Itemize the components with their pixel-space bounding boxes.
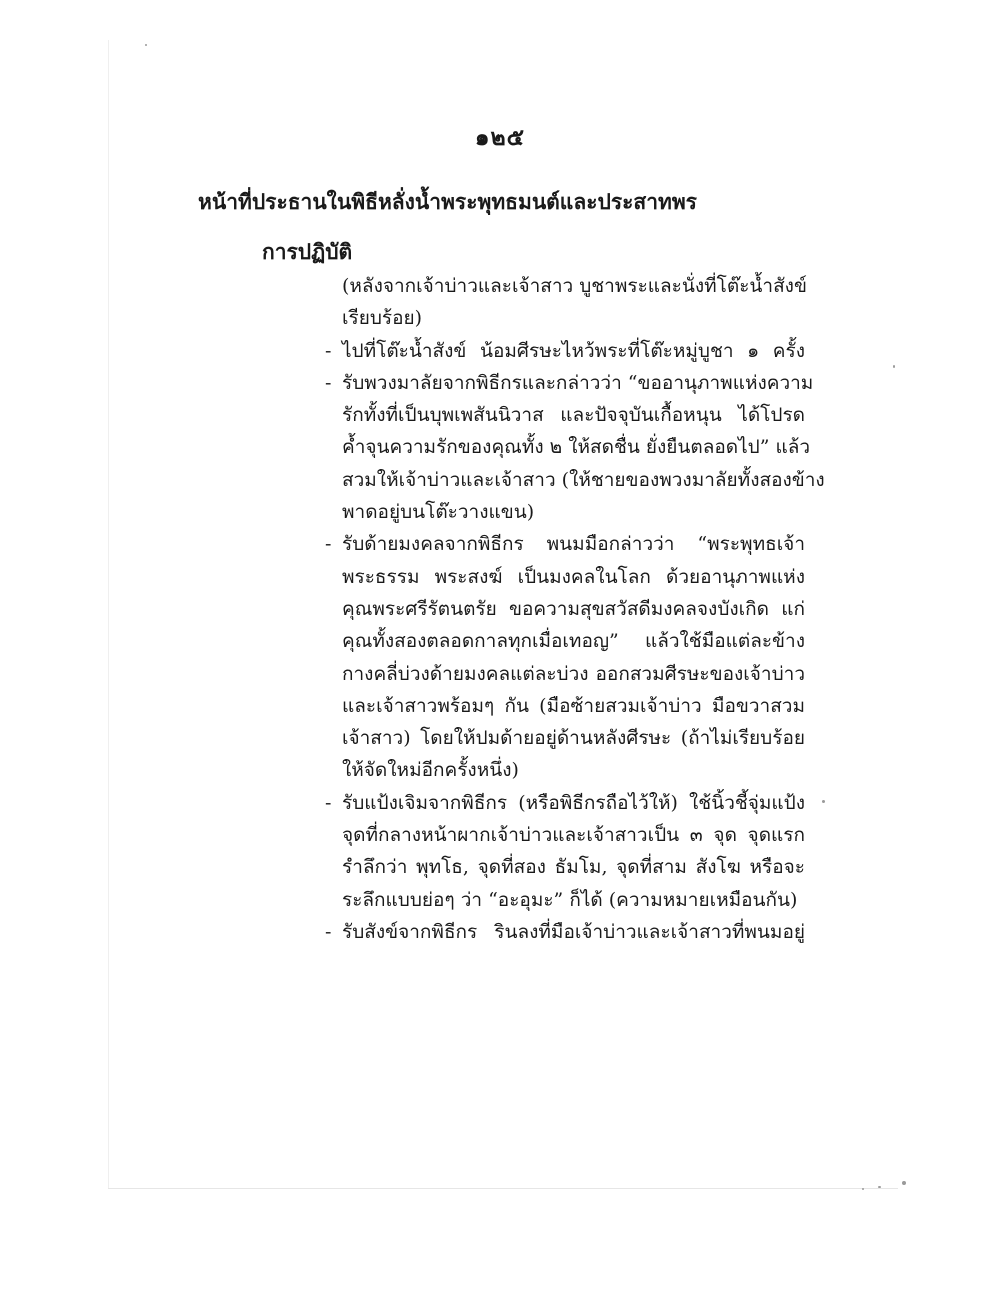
page-number: ๑๒๕ (474, 124, 526, 151)
text-line: และเจ้าสาวพร้อมๆ กัน (มือซ้ายสวมเจ้าบ่าว มือขวาสวม (342, 694, 805, 717)
section-heading: หน้าที่ประธานในพิธีหลั่งน้ำพระพุทธมนต์และประสาทพร (198, 189, 697, 214)
scan-speck (893, 365, 895, 368)
text-line: เจ้าสาว) โดยให้ปมด้ายอยู่ด้านหลังศีรษะ (ถ้าไม่เรียบร้อย (342, 727, 805, 750)
paragraph-step-anointing (325, 787, 805, 916)
text-line: คุณทั้งสองตลอดกาลทุกเมื่อเทอญ” แล้วใช้มือแต่ละข้าง (342, 630, 805, 653)
paragraph-intro (325, 270, 805, 335)
text-line: (หลังจากเจ้าบ่าวและเจ้าสาว บูชาพระและนั่งที่โต๊ะน้ำสังข์ (342, 275, 807, 297)
text-line: รับพวงมาลัยจากพิธีกรและกล่าวว่า “ขออานุภาพแห่งความ (342, 371, 814, 394)
scan-speck (145, 44, 147, 46)
bullet-mark: - (325, 533, 332, 556)
bullet-mark: - (325, 339, 332, 362)
text-line: รักทั้งที่เป็นบุพเพสันนิวาส และปัจจุบันเกื้อหนุน ได้โปรด (342, 404, 805, 427)
scan-speck (862, 1188, 864, 1190)
paragraph-step-bow (325, 335, 805, 367)
scan-speck (878, 1186, 881, 1188)
bullet-mark: - (325, 371, 332, 394)
text-line: พาดอยู่บนโต๊ะวางแขน) (342, 501, 535, 524)
text-line: รับด้ายมงคลจากพิธีกร พนมมือกล่าวว่า “พระพุทธเจ้า (342, 533, 805, 556)
text-line: พระธรรม พระสงฆ์ เป็นมงคลในโลก ด้วยอานุภาพแห่ง (342, 565, 805, 588)
text-line: รับสังข์จากพิธีกร รินลงที่มือเจ้าบ่าวและเจ้าสาวที่พนมอยู่ (342, 920, 805, 943)
text-line: กางคลี่บ่วงด้ายมงคลแต่ละบ่วง ออกสวมศีรษะของเจ้าบ่าว (342, 662, 805, 685)
section-subheading: การปฏิบัติ (262, 239, 353, 264)
body-text (325, 270, 825, 948)
text-line: ระลึกแบบย่อๆ ว่า “อะอุมะ” ก็ได้ (ความหมายเหมือนกัน) (342, 888, 798, 911)
scan-edge-left (108, 40, 109, 1188)
bullet-mark: - (325, 920, 332, 943)
text-line: จุดที่กลางหน้าผากเจ้าบ่าวและเจ้าสาวเป็น ๓ จุด จุดแรก (342, 824, 805, 847)
text-line: สวมให้เจ้าบ่าวและเจ้าสาว (ให้ชายของพวงมาลัยทั้งสองข้าง (342, 468, 825, 491)
paragraph-step-garland (325, 367, 825, 528)
scan-speck (822, 800, 825, 803)
scan-edge-bottom (108, 1188, 898, 1189)
text-line: รำลึกว่า พุทโธ, จุดที่สอง ธัมโม, จุดที่สาม สังโฆ หรือจะ (342, 856, 805, 879)
text-line: ไปที่โต๊ะน้ำสังข์ น้อมศีรษะไหว้พระที่โต๊ะหมู่บูชา ๑ ครั้ง (342, 339, 805, 362)
paragraph-step-sacred-thread (325, 528, 805, 786)
text-line: ให้จัดใหม่อีกครั้งหนึ่ง) (342, 759, 519, 782)
scan-speck (902, 1181, 906, 1185)
bullet-mark: - (325, 791, 332, 814)
paragraph-step-conch (325, 916, 805, 948)
text-line: รับแป้งเจิมจากพิธีกร (หรือพิธีกรถือไว้ให้) ใช้นิ้วชี้จุ่มแป้ง (342, 791, 805, 814)
text-line: ค้ำจุนความรักของคุณทั้ง ๒ ให้สดชื่น ยั่งยืนตลอดไป” แล้ว (342, 436, 811, 459)
text-line: เรียบร้อย) (342, 307, 423, 330)
text-line: คุณพระศรีรัตนตรัย ขอความสุขสวัสดีมงคลจงบังเกิด แก่ (342, 597, 805, 620)
